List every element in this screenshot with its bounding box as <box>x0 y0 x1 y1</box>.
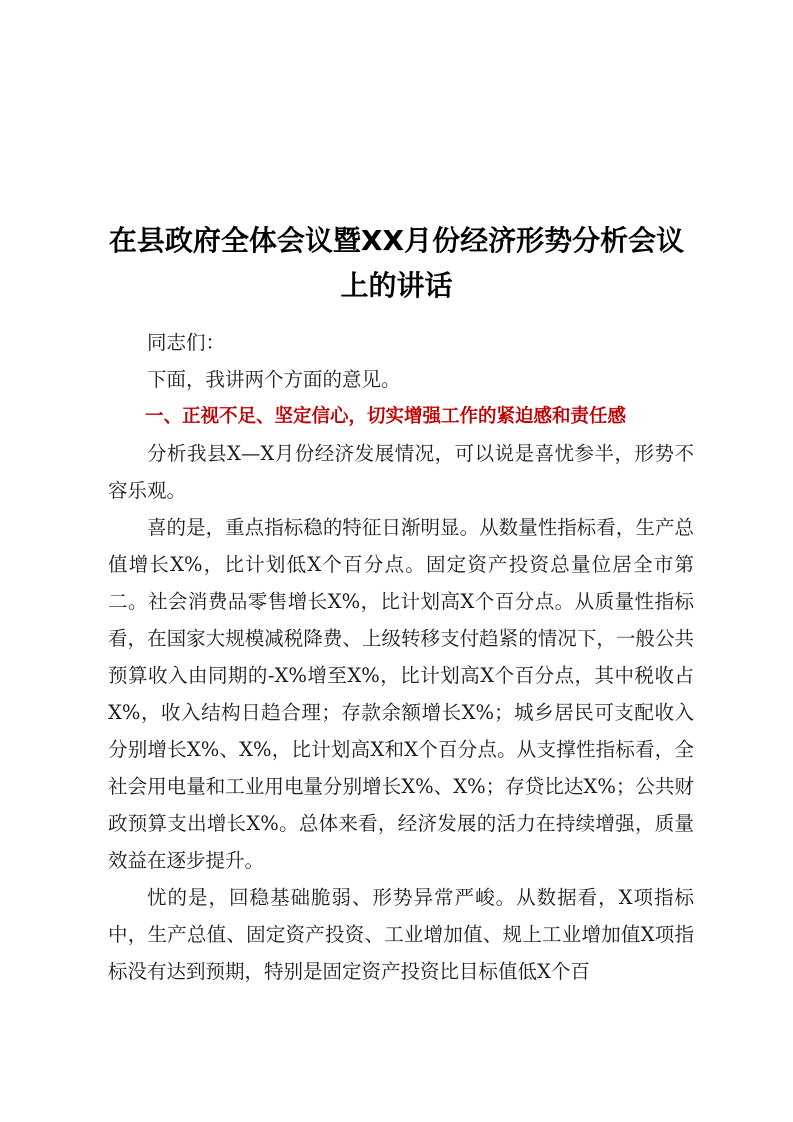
section-heading-1: 一、正视不足、坚定信心，切实增强工作的紧迫感和责任感 <box>145 406 627 427</box>
intro-paragraph: 下面，我讲两个方面的意见。 <box>147 368 401 391</box>
paragraph-concerns: 忧的是，回稳基础脆弱、形势异常严峻。从数据看，X项指标中，生产总值、固定资产投资、工业增加值、规上工业增加值X项指标没有达到预期，特别是固定资产投资比目标值低X个百 <box>108 886 694 983</box>
document-title: 在县政府全体会议暨XX月份经济形势分析会议上的讲话 <box>108 224 685 302</box>
document-body <box>108 324 694 990</box>
paragraph-positive: 喜的是，重点指标稳的特征日渐明显。从数量性指标看，生产总值增长X%，比计划低X个百分点。固定资产投资总量位居全市第二。社会消费品零售增长X%，比计划高X个百分点。从质量性指标看，在国家大规模减税降费、上级转移支付趋紧的情况下，一般公共预算收入由同期的-X%增至X%，比计划高X个百分点，其中税收占X%，收入结构日趋合理；存款余额增长X%；城乡居民可支配收入分别增长X%、X%，比计划高X和X个百分点。从支撑性指标看，全社会用电量和工业用电量分别增长X%、X%；存贷比达X%；公共财政预算支出增长X%。总体来看，经济发展的活力在持续增强，质量效益在逐步提升。 <box>108 516 694 872</box>
salutation: 同志们： <box>147 331 226 354</box>
paragraph-analysis: 分析我县X—X月份经济发展情况，可以说是喜忧参半，形势不容乐观。 <box>108 442 694 502</box>
